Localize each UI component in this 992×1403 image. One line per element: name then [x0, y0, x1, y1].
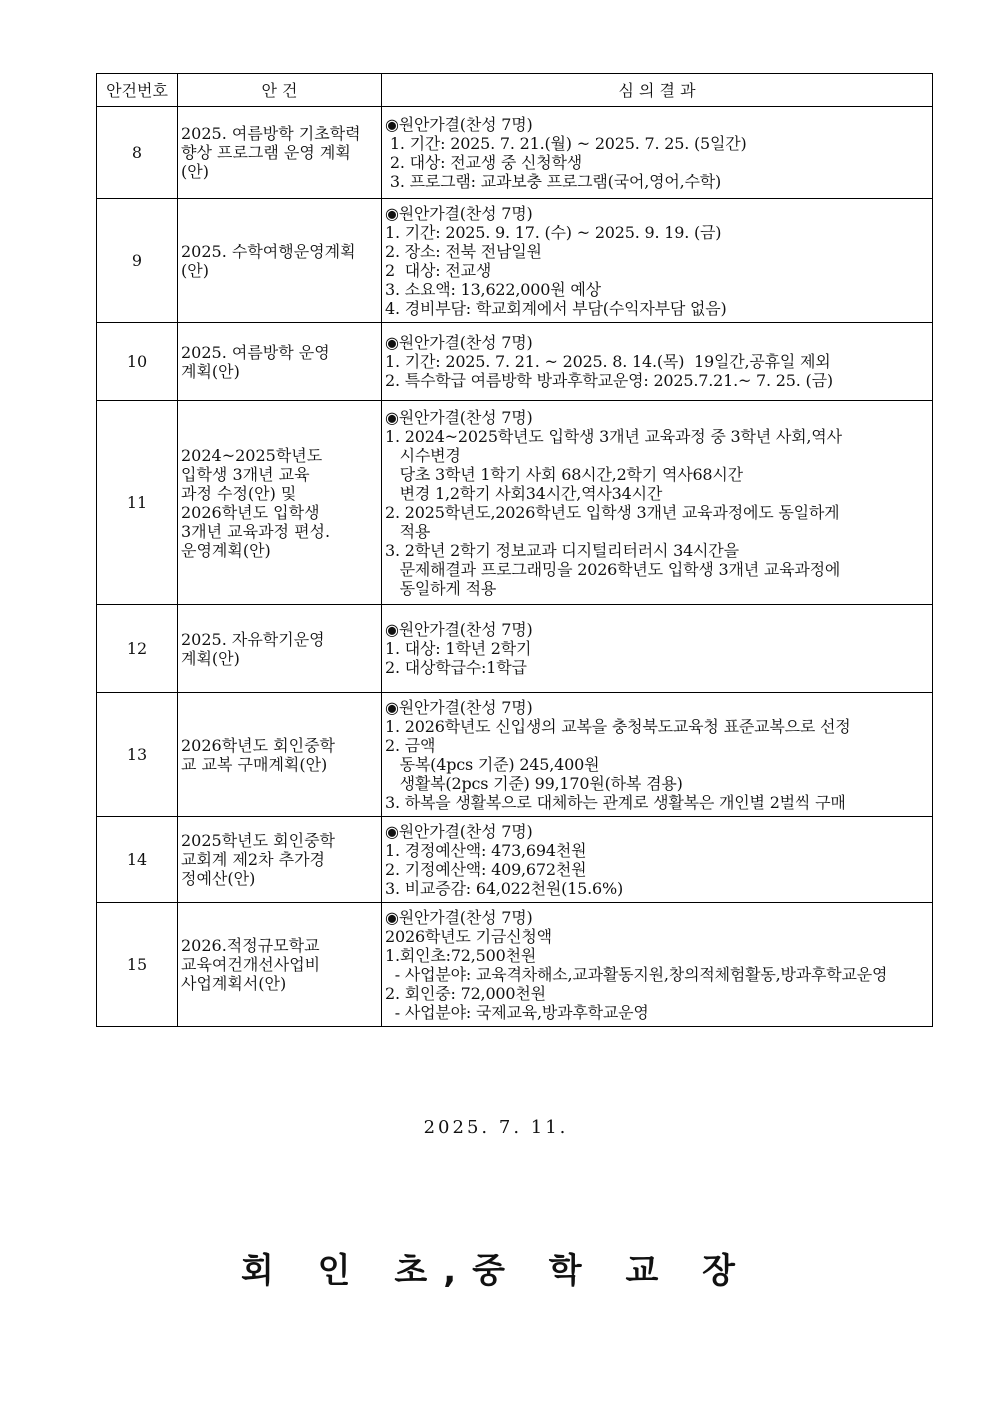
agenda-title-line: 사업계획서(안)	[181, 974, 287, 993]
result-line: 1. 기간: 2025. 7. 21. ~ 2025. 8. 14.(목) 19일간,공휴일 제외	[385, 352, 831, 371]
agenda-title-line: 향상 프로그램 운영 계획	[181, 143, 351, 162]
agenda-title-line: 계획(안)	[181, 361, 240, 381]
result-line: 2026학년도 기금신청액	[385, 926, 552, 946]
result-cell	[382, 605, 933, 693]
table-row	[97, 323, 933, 401]
result-line: 3. 2학년 2학기 정보교과 디지털리터러시 34시간을	[385, 540, 739, 560]
result-line: 3. 소요액: 13,622,000원 예상	[385, 279, 601, 299]
agenda-title-cell	[178, 817, 382, 903]
agenda-title-line: 교회계 제2차 추가경	[181, 850, 325, 869]
result-line: ◉원안가결(찬성 7명)	[385, 620, 533, 639]
result-line: 2. 금액	[385, 735, 436, 755]
result-line: 동일하게 적용	[385, 578, 497, 598]
agenda-title-line: 과정 수정(안) 및	[181, 483, 297, 503]
agenda-title-line: 2024~2025학년도	[181, 445, 323, 465]
result-line: 3. 하복을 생활복으로 대체하는 관계로 생활복은 개인별 2벌씩 구매	[385, 792, 846, 812]
agenda-title-line: 교육여건개선사업비	[181, 955, 321, 974]
result-line: 2. 2025학년도,2026학년도 입학생 3개년 교육과정에도 동일하게	[385, 502, 840, 522]
header-agenda: 안 건	[178, 74, 382, 107]
agenda-title-line: (안)	[181, 162, 209, 181]
result-line: 변경 1,2학기 사회34시간,역사34시간	[385, 483, 663, 503]
result-cell	[382, 903, 933, 1027]
agenda-title-cell	[178, 107, 382, 199]
agenda-title-line: 2025. 수학여행운영계획(안)	[181, 241, 356, 280]
agenda-title-line: 2026학년도 입학생	[181, 502, 320, 522]
agenda-title-line: 2026.적정규모학교	[181, 936, 320, 955]
result-cell	[382, 107, 933, 199]
table-header-row	[97, 74, 933, 107]
agenda-title-line: 2025. 여름방학 기초학력	[181, 124, 361, 143]
header-agenda-number: 안건번호	[97, 74, 178, 107]
result-line: 2. 대상학급수:1학급	[385, 658, 527, 677]
header-result: 심 의 결 과	[382, 74, 933, 107]
agenda-title-line: 입학생 3개년 교육	[181, 464, 310, 484]
agenda-title-line: 2025학년도 회인중학	[181, 831, 335, 850]
result-line: - 사업분야: 국제교육,방과후학교운영	[385, 1002, 649, 1022]
result-line: 2. 장소: 전북 전남일원	[385, 241, 542, 261]
result-cell	[382, 693, 933, 817]
table-row	[97, 903, 933, 1027]
agenda-title-cell	[178, 401, 382, 605]
result-line: 3. 프로그램: 교과보충 프로그램(국어,영어,수학)	[385, 171, 722, 191]
result-cell	[382, 817, 933, 903]
agenda-number-cell: 11	[97, 401, 178, 605]
result-line: 2. 대상: 전교생 중 신청학생	[385, 152, 583, 172]
result-line: 2 대상: 전교생	[385, 260, 492, 280]
agenda-title-line: 운영계획(안)	[181, 540, 271, 560]
result-cell	[382, 401, 933, 605]
result-line: 1. 기간: 2025. 7. 21.(월) ~ 2025. 7. 25. (5일간)	[385, 133, 747, 153]
table-row	[97, 199, 933, 323]
result-cell	[382, 323, 933, 401]
result-line: 2. 회인중: 72,000천원	[385, 983, 546, 1003]
result-line: 4. 경비부담: 학교회계에서 부담(수익자부담 없음)	[385, 298, 727, 318]
agenda-title-line: 2025. 자유학기운영	[181, 629, 325, 649]
result-line: 생활복(2pcs 기준) 99,170원(하복 겸용)	[385, 773, 683, 793]
result-line: ◉원안가결(찬성 7명)	[385, 821, 533, 841]
result-line: 적용	[385, 521, 431, 541]
result-line: 당초 3학년 1학기 사회 68시간,2학기 역사68시간	[385, 464, 743, 484]
result-cell	[382, 199, 933, 323]
agenda-title-line: 3개년 교육과정 편성.	[181, 521, 331, 541]
agenda-number-cell: 13	[97, 693, 178, 817]
agenda-number-cell: 12	[97, 605, 178, 693]
result-line: ◉원안가결(찬성 7명)	[385, 697, 533, 717]
result-line: 문제해결과 프로그래밍을 2026학년도 입학생 3개년 교육과정에	[385, 559, 841, 579]
agenda-title-cell	[178, 199, 382, 323]
table-row	[97, 693, 933, 817]
result-line: - 사업분야: 교육격차해소,교과활동지원,창의적체험활동,방과후학교운영	[385, 964, 888, 984]
table-row	[97, 817, 933, 903]
result-line: 1.회인초:72,500천원	[385, 945, 537, 965]
result-line: 동복(4pcs 기준) 245,400원	[385, 754, 600, 774]
table-row	[97, 107, 933, 199]
agenda-title-cell	[178, 605, 382, 693]
result-line: 시수변경	[385, 445, 461, 465]
agenda-title-cell	[178, 903, 382, 1027]
agenda-number-cell: 14	[97, 817, 178, 903]
result-line: 2. 기정예산액: 409,672천원	[385, 859, 587, 879]
result-line: ◉원안가결(찬성 7명)	[385, 114, 533, 134]
agenda-title-line: 2025. 여름방학 운영	[181, 342, 330, 362]
agenda-title-line: 교 교복 구매계획(안)	[181, 754, 328, 774]
agenda-number-cell: 15	[97, 903, 178, 1027]
result-line: 3. 비교증감: 64,022천원(15.6%)	[385, 878, 624, 898]
result-line: 1. 기간: 2025. 9. 17. (수) ~ 2025. 9. 19. (금)	[385, 222, 722, 242]
result-line: 1. 대상: 1학년 2학기	[385, 639, 532, 658]
deliberation-results-table	[96, 73, 933, 1027]
table-row	[97, 605, 933, 693]
agenda-title-line: 2026학년도 회인중학	[181, 735, 335, 755]
result-line: 1. 경정예산액: 473,694천원	[385, 840, 587, 860]
agenda-title-line: 계획(안)	[181, 648, 240, 668]
agenda-number-cell: 10	[97, 323, 178, 401]
agenda-title-line: 정예산(안)	[181, 869, 256, 888]
document-date: 2025. 7. 11.	[423, 1117, 569, 1138]
agenda-number-cell: 9	[97, 199, 178, 323]
result-line: ◉원안가결(찬성 7명)	[385, 203, 533, 223]
result-line: 2. 특수학급 여름방학 방과후학교운영: 2025.7.21.~ 7. 25. (금)	[385, 371, 833, 390]
result-line: ◉원안가결(찬성 7명)	[385, 407, 533, 427]
principal-signature: 회 인 초,중 학 교 장	[240, 1251, 751, 1291]
result-line: ◉원안가결(찬성 7명)	[385, 907, 533, 927]
agenda-title-cell	[178, 693, 382, 817]
result-line: 1. 2026학년도 신입생의 교복을 충청북도교육청 표준교복으로 선정	[385, 716, 851, 736]
result-line: ◉원안가결(찬성 7명)	[385, 333, 533, 352]
agenda-title-cell	[178, 323, 382, 401]
result-line: 1. 2024~2025학년도 입학생 3개년 교육과정 중 3학년 사회,역사	[385, 426, 842, 446]
table-row	[97, 401, 933, 605]
agenda-number-cell: 8	[97, 107, 178, 199]
